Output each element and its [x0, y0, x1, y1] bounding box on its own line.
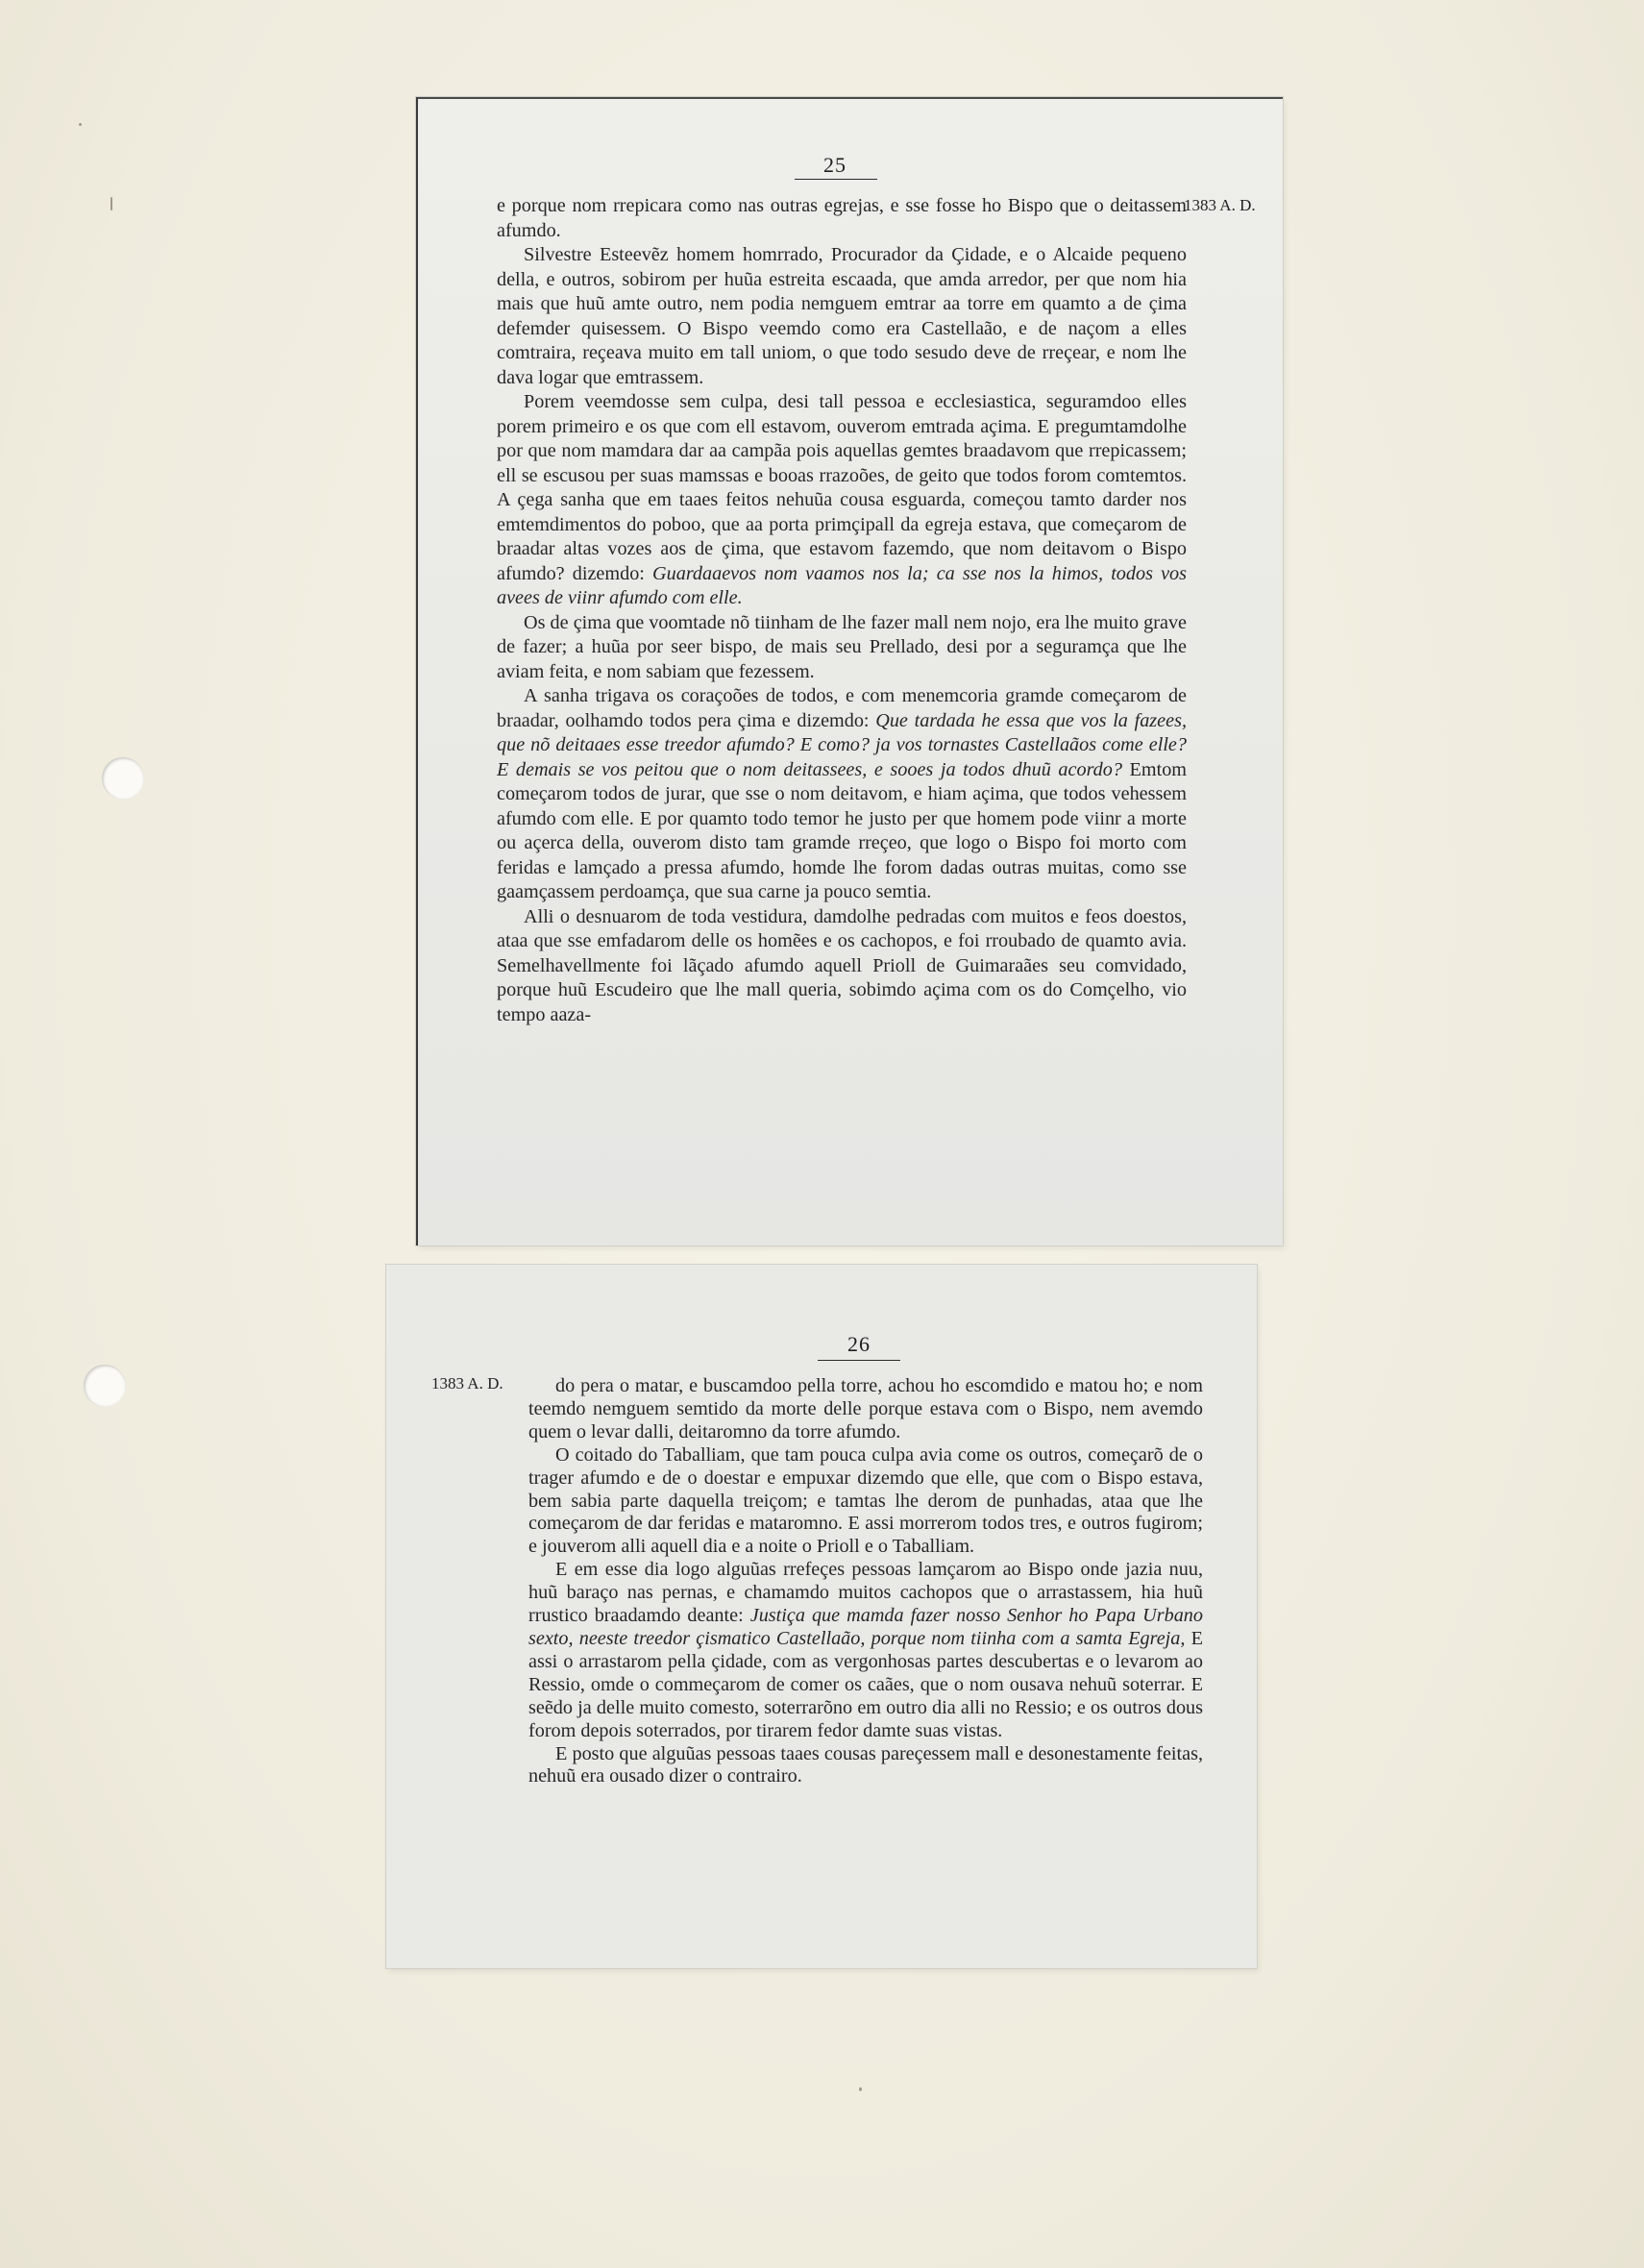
paragraph	[497, 611, 1187, 685]
italic-quote: Que tardada he essa que vos la fazees, que nõ deitaaes esse treedor afumdo? E como? ja vos tornastes Castellaãos come elle? E demais se vos peitou que o nom deitassees, e sooes ja todos dhuũ acordo?	[497, 709, 1187, 780]
body-text	[528, 1375, 1203, 1788]
text-run: do pera o matar, e buscamdoo pella torre, achou ho escomdido e matou ho; e nom teemdo nemguem semtido da morte delle porque estava com o Bispo, nem avemdo quem o levar dalli, deitaromno da torre afumdo.	[528, 1375, 1203, 1442]
paragraph	[497, 390, 1187, 611]
clipping-page-25	[416, 97, 1283, 1245]
text-run: E posto que alguũas pessoas taaes cousas pareçessem mall e desonestamente feitas, nehuũ era ousado dizer o contrairo.	[528, 1742, 1203, 1787]
text-run: Porem veemdosse sem culpa, desi tall pessoa e ecclesiastica, seguramdoo elles porem primeiro e os que com ell estavom, ouverom emtrada açima. E pregumtamdolhe por que nom mamdara dar aa campãa pois aquellas gemtes braadavom que rrepicassem; ell se escusou per suas mamssas e booas rrazoões, de geito que todos forom comtemtos. A çega sanha que em taaes feitos nehuũa cousa esguarda, começou tamto darder nos emtemdimentos do poboo, que aa porta primçipall da egreja estava, que começarom de braadar altas vozes aos de çima, que estavom fazemdo, que nom deitavom o Bispo afumdo? dizemdo:	[497, 391, 1187, 584]
text-run: Silvestre Esteevẽz homem homrrado, Procurador da Çidade, e o Alcaide pequeno della, e outros, sobirom per huũa estreita escaada, que amda arredor, per que nom hia mais que huũ amte outro, nem podia nemguem emtrar aa torre em quamto a de çima defemder quisessem. O Bispo veemdo como era Castellaão, e de naçom a elles comtraira, reçeava muito em tall uniom, o que todo sesudo deve de rreçear, e nom lhe dava logar que emtrassem.	[497, 244, 1187, 388]
page-number: 26	[847, 1332, 871, 1356]
page-number-rule	[795, 179, 877, 180]
paper-speck	[79, 123, 82, 126]
paragraph	[497, 194, 1187, 243]
paragraph	[528, 1743, 1203, 1789]
italic-quote: Guardaaevos nom vaamos nos la; ca sse nos la himos, todos vos avees de viinr afumdo com elle.	[497, 562, 1188, 608]
text-run: A sanha trigava os coraçoões de todos, e com menemcoria gramde começarom de braadar, oolhamdo todos pera çima e dizemdo:	[497, 685, 1187, 731]
margin-date-note: 1383 A. D.	[1184, 196, 1256, 214]
margin-date-note: 1383 A. D.	[431, 1374, 503, 1393]
clipping-page-26	[386, 1265, 1257, 1968]
italic-quote: Justiça que mamda fazer nosso Senhor ho Papa Urbano sexto, neeste treedor çismatico Castellaão, porque nom tiinha com a samta Egreja,	[528, 1605, 1203, 1649]
body-text	[497, 194, 1187, 1027]
text-run: O coitado do Taballiam, que tam pouca culpa avia come os outros, começarõ de o trager afumdo e de o doestar e empuxar dizemdo que elle, que com o Bispo estava, bem sabia parte daquella treiçom; e tamtas lhe derom de punhadas, ataa que lhe começarom de dar feridas e mataromno. E assi morrerom todos tres, e outros fugirom; e jouverom alli aquell dia e a noite o Prioll e o Taballiam.	[528, 1443, 1203, 1558]
paragraph	[528, 1559, 1203, 1742]
punch-hole-bottom	[84, 1365, 126, 1407]
text-run: E em esse dia logo alguũas rrefeçes pessoas lamçarom ao Bispo onde jazia nuu, huũ baraço nas pernas, e chamamdo muitos cachopos que o arrastassem, hia huũ rrustico braadamdo deante:	[528, 1559, 1203, 1627]
text-run: e porque nom rrepicara como nas outras egrejas, e sse fosse ho Bispo que o deitassem afumdo.	[497, 195, 1187, 241]
text-run: Os de çima que voomtade nõ tiinham de lhe fazer mall nem nojo, era lhe muito grave de fazer; a huũa por seer bispo, de mais seu Prellado, desi por a seguramça que lhe aviam feita, e nom sabiam que fezessem.	[497, 611, 1187, 682]
text-run: E assi o arrastarom pella çidade, com as vergonhosas partes descubertas e o levarom ao Ressio, omde o commeçarom de comer os caães, que o nom ousava nehuũ soterrar. E seẽdo ja delle muito comesto, soterrarõno em outro dia alli no Ressio; e os outros dous forom depois soterrados, por tirarem fedor damte suas vistas.	[528, 1627, 1203, 1741]
page-number: 25	[823, 153, 847, 177]
paragraph	[497, 243, 1187, 390]
text-run: Emtom começarom todos de jurar, que sse o nom deitavom, e hiam açima, que todos vehessem afumdo com elle. E por quamto todo temor he justo per que homem pode viinr a morte ou açerca della, ouverom disto tam gramde rreçeo, que logo o Bispo foi morto com feridas e lamçado a pressa afumdo, homde lhe forom dadas outras muitas, como sse gaamçassem perdoamça, que sua carne ja pouco semtia.	[497, 758, 1187, 902]
paragraph	[497, 684, 1187, 905]
page-number-rule	[818, 1360, 900, 1361]
paper-speck	[110, 197, 112, 210]
text-run: Alli o desnuarom de toda vestidura, damdolhe pedradas com muitos e feos doestos, ataa que sse emfadarom delle os homẽes e os cachopos, e foi rroubado de quamto avia. Semelhavellmente foi lãçado afumdo aquell Prioll de Guimaraães seu comvidado, porque huũ Escudeiro que lhe mall queria, sobimdo açima com os do Comçelho, vio tempo aaza-	[497, 905, 1187, 1025]
paragraph	[528, 1375, 1203, 1444]
paragraph	[528, 1444, 1203, 1560]
paper-speck	[859, 2087, 862, 2091]
punch-hole-top	[102, 757, 144, 800]
paragraph	[497, 905, 1187, 1028]
